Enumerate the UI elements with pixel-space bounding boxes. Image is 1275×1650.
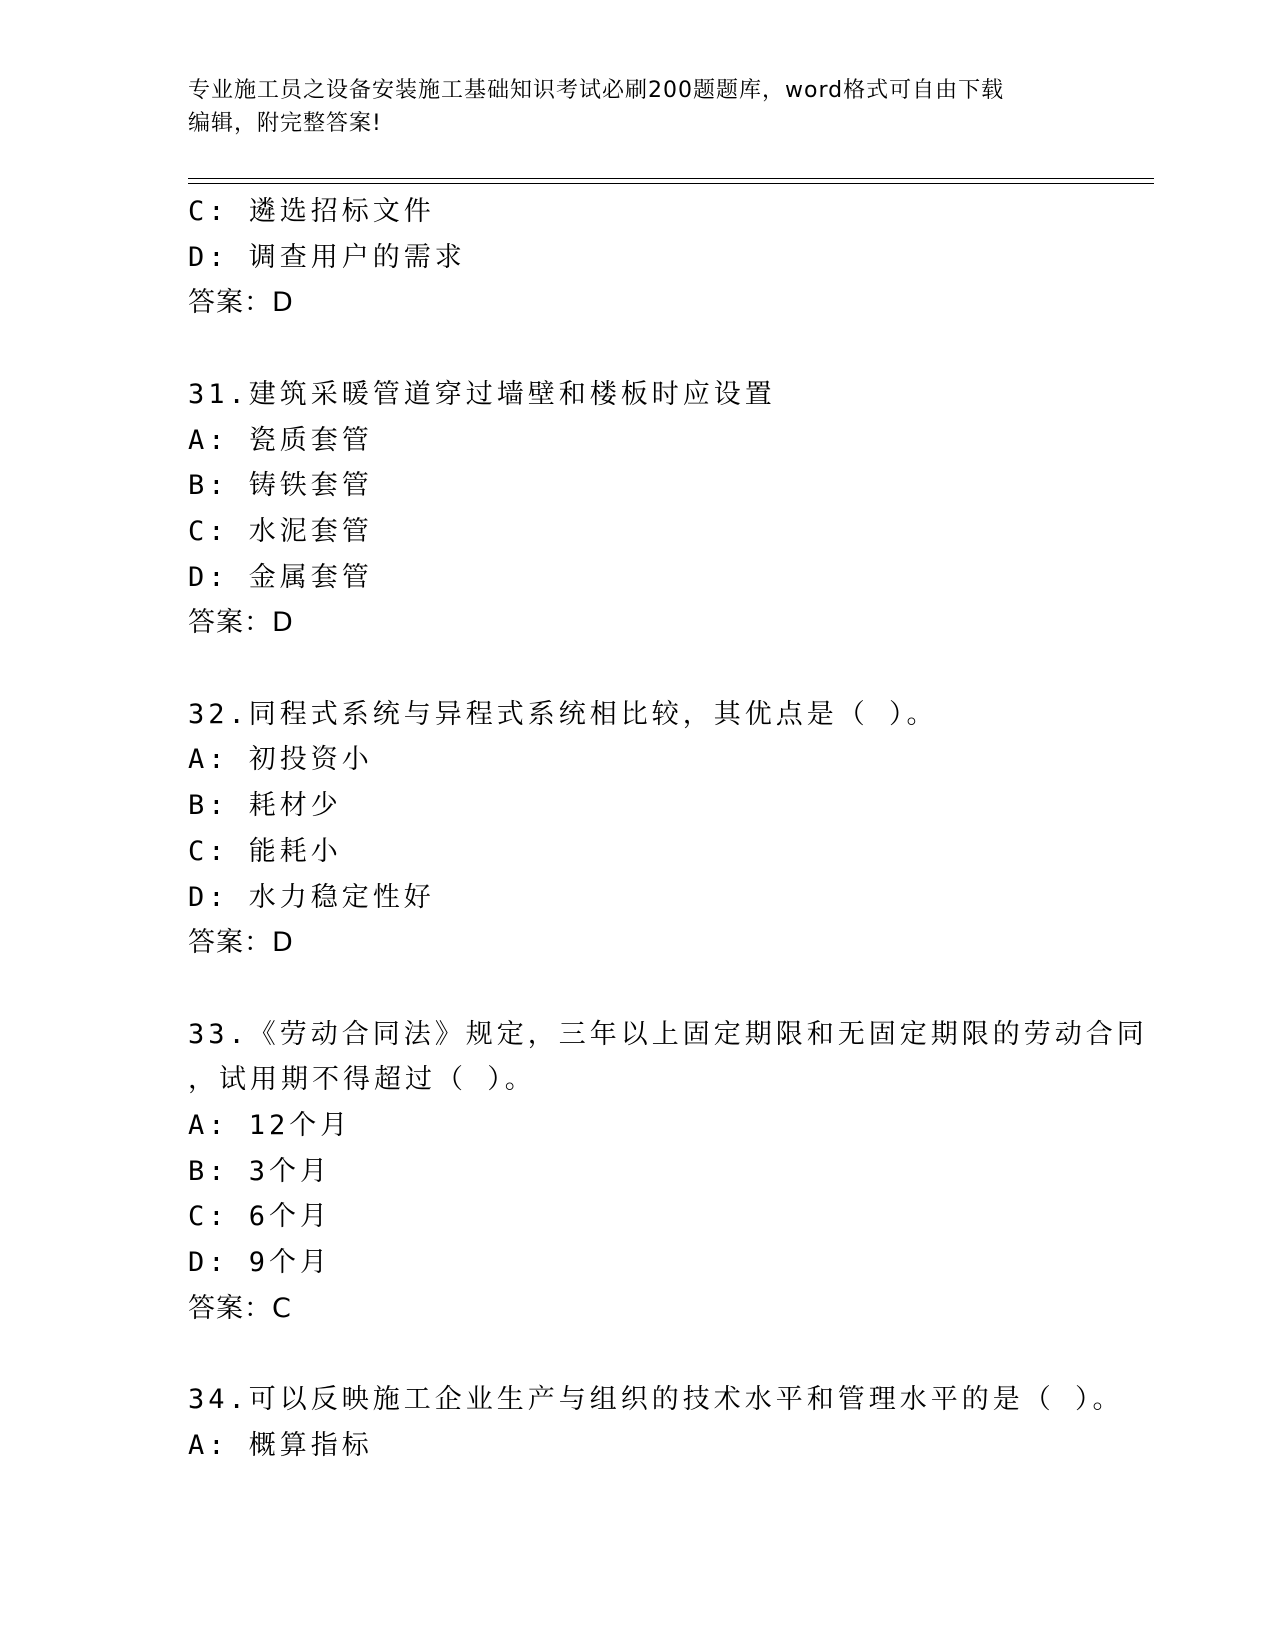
question-line: A: 概算指标: [188, 1429, 373, 1461]
header-line-2: 编辑，附完整答案!: [188, 111, 382, 136]
question-line: A: 瓷质套管: [188, 424, 373, 456]
question-line: B: 铸铁套管: [188, 470, 373, 502]
question-block: [188, 692, 1088, 966]
question-stem: 33.《劳动合同法》规定，三年以上固定期限和无固定期限的劳动合同: [188, 1018, 1148, 1050]
block-spacer: [188, 646, 1088, 692]
question-stem: 31.建筑采暖管道穿过墙壁和楼板时应设置: [188, 378, 776, 410]
question-stem: 34.可以反映施工企业生产与组织的技术水平和管理水平的是（ ）。: [188, 1384, 1124, 1416]
question-stem: 32.同程式系统与异程式系统相比较，其优点是（ ）。: [188, 698, 938, 730]
question-line: B: 3个月: [188, 1155, 332, 1187]
answer-line: 答案：D: [188, 287, 294, 319]
question-line: C: 遴选招标文件: [188, 196, 435, 227]
question-line: D: 调查用户的需求: [188, 241, 466, 273]
answer-line: 答案：D: [188, 607, 294, 639]
question-block: [188, 1377, 1124, 1468]
question-line: D: 9个月: [188, 1247, 332, 1279]
header-rule-bottom: [188, 183, 1154, 184]
question-line: D: 水力稳定性好: [188, 881, 435, 913]
question-block: [188, 372, 1088, 646]
document-header: [188, 74, 1088, 140]
question-block: [188, 189, 1088, 326]
answer-line: 答案：D: [188, 927, 294, 959]
question-line: A: 初投资小: [188, 744, 373, 776]
header-line-1: 专业施工员之设备安装施工基础知识考试必刷200题题库，word格式可自由下载: [188, 78, 1005, 103]
answer-line: 答案：C: [188, 1292, 292, 1324]
question-line: ，试用期不得超过（ ）。: [188, 1064, 536, 1096]
question-line: B: 耗材少: [188, 790, 342, 822]
header-rule-top: [188, 178, 1154, 179]
question-line: C: 6个月: [188, 1201, 332, 1233]
question-line: D: 金属套管: [188, 561, 373, 593]
question-block: [188, 1012, 1148, 1332]
question-line: A: 12个月: [188, 1110, 352, 1142]
block-spacer: [188, 966, 1088, 1012]
question-line: C: 水泥套管: [188, 515, 373, 547]
question-list: [188, 189, 1148, 1469]
block-spacer: [188, 1332, 1088, 1378]
block-spacer: [188, 326, 1088, 372]
question-line: C: 能耗小: [188, 835, 342, 867]
